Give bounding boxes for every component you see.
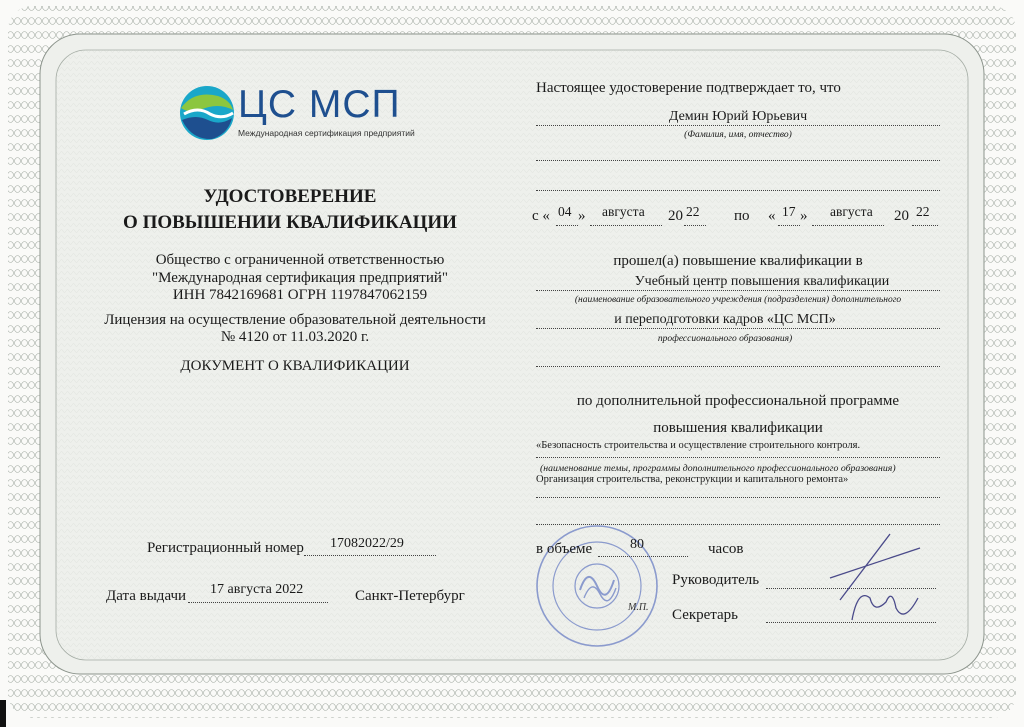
name-caption: (Фамилия, имя, отчество) xyxy=(684,130,792,140)
year-to: 22 xyxy=(916,204,930,219)
program-line-2: повышения квалификации xyxy=(653,420,823,436)
month-from: августа xyxy=(602,204,645,219)
org-line-3: ИНН 7842169681 ОГРН 1197847062159 xyxy=(172,287,428,303)
date-row xyxy=(532,204,952,230)
reg-value: 17082022/29 xyxy=(330,536,404,551)
head-label: Руководитель xyxy=(672,572,760,588)
quote-close-2: » xyxy=(800,208,808,224)
secretary-label: Секретарь xyxy=(672,607,739,623)
issue-value: 17 августа 2022 xyxy=(210,582,304,597)
reg-label: Регистрационный номер xyxy=(147,540,304,556)
program-line-1: по дополнительной профессиональной программе xyxy=(576,393,900,409)
institution-caption-1: (наименование образовательного учреждения (подразделения) дополнительного xyxy=(574,295,902,305)
signature xyxy=(800,528,940,632)
date-from-prefix: с « xyxy=(532,208,550,224)
volume-value: 80 xyxy=(630,537,644,552)
volume-label: в объеме xyxy=(536,541,593,557)
intro-text: Настоящее удостоверение подтверждает то, что xyxy=(536,80,841,96)
org-line-2: "Международная сертификация предприятий" xyxy=(152,270,448,286)
logo-emblem-icon xyxy=(178,84,236,142)
day-to: 17 xyxy=(782,204,796,219)
quote-open-2: « xyxy=(768,208,776,224)
logo-brand: ЦС МСП xyxy=(238,83,401,126)
institution-caption-2: профессионального образования) xyxy=(657,334,793,344)
passed-text: прошел(а) повышение квалификации в xyxy=(613,253,863,269)
document-type: ДОКУМЕНТ О КВАЛИФИКАЦИИ xyxy=(180,358,410,374)
month-to: августа xyxy=(830,204,873,219)
year-prefix-to: 20 xyxy=(894,208,909,224)
institution-line-2: и переподготовки кадров «ЦС МСП» xyxy=(614,312,836,327)
license-line-1: Лицензия на осуществление образовательной деятельности xyxy=(104,312,486,328)
hours-label: часов xyxy=(708,541,744,557)
day-from: 04 xyxy=(558,204,572,219)
org-line-1: Общество с ограниченной ответственностью xyxy=(155,252,445,268)
year-from: 22 xyxy=(686,204,700,219)
stamp-mp: М.П. xyxy=(628,602,649,613)
program-name-2: Организация строительства, реконструкции и капитального ремонта» xyxy=(536,474,849,485)
logo xyxy=(178,84,418,144)
program-name-1: «Безопасность строительства и осуществление строительного контроля. xyxy=(536,440,861,451)
title-line-2: О ПОВЫШЕНИИ КВАЛИФИКАЦИИ xyxy=(123,212,457,233)
city: Санкт-Петербург xyxy=(355,588,465,604)
quote-close-1: » xyxy=(578,208,586,224)
issue-label: Дата выдачи xyxy=(106,588,187,604)
logo-tagline: Международная сертификация предприятий xyxy=(238,128,415,138)
official-stamp xyxy=(522,518,672,648)
license-line-2: № 4120 от 11.03.2020 г. xyxy=(220,329,370,345)
title-line-1: УДОСТОВЕРЕНИЕ xyxy=(203,186,377,207)
program-caption: (наименование темы, программы дополнительного профессионального образования) xyxy=(540,463,896,474)
institution-line-1: Учебный центр повышения квалификации xyxy=(634,274,890,289)
year-prefix-from: 20 xyxy=(668,208,683,224)
holder-name: Демин Юрий Юрьевич xyxy=(668,109,808,124)
po-label: по xyxy=(734,208,750,224)
